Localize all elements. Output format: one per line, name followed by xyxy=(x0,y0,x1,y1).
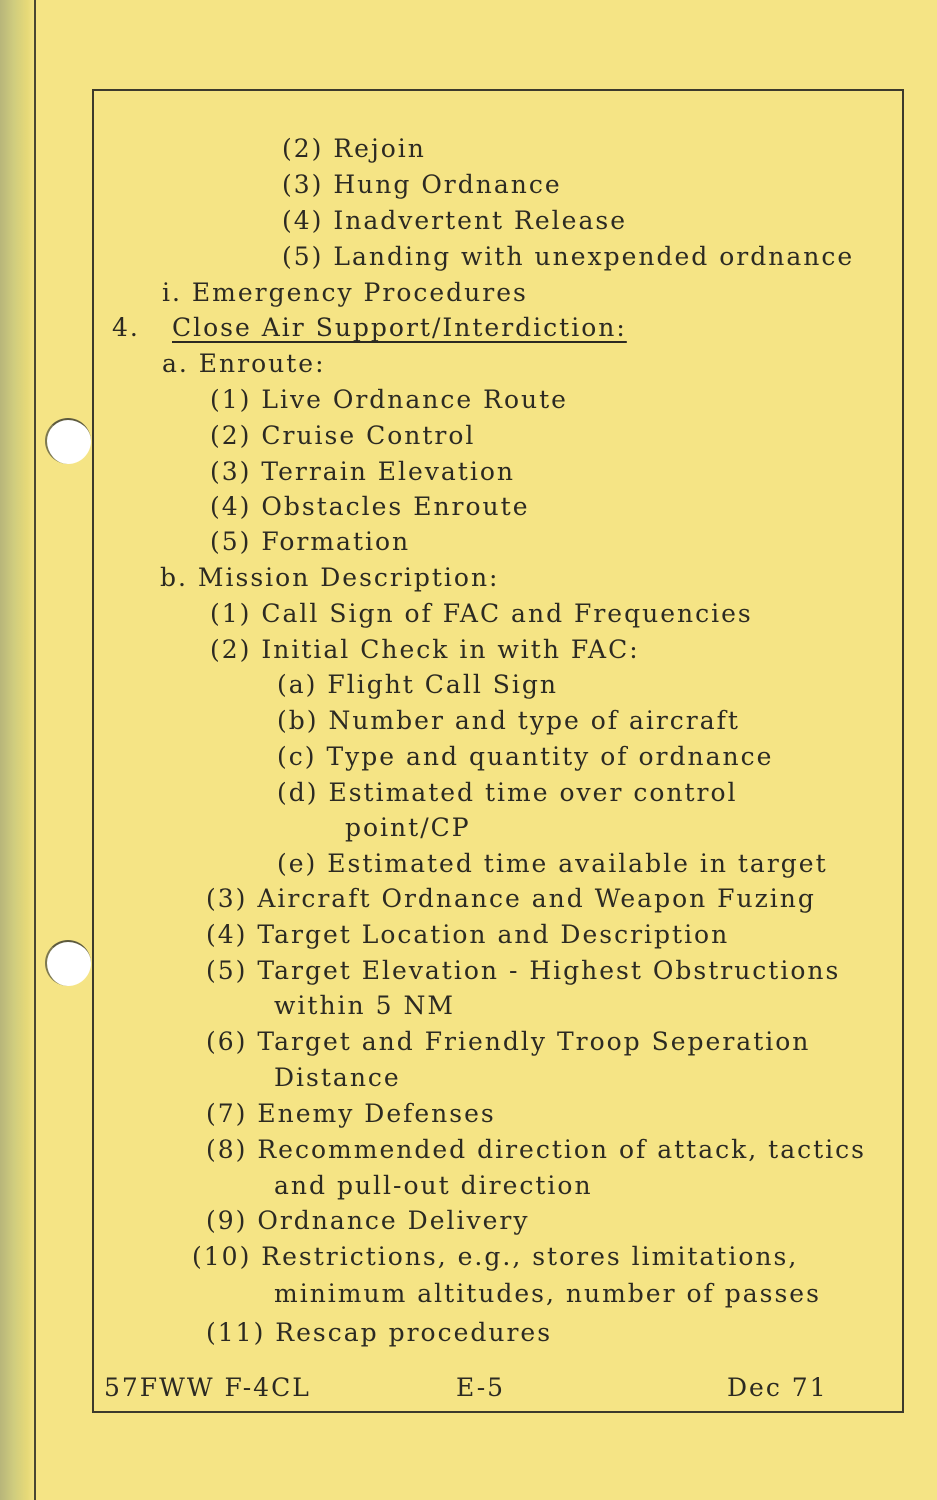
item-estimated-time-available: (e) Estimated time available in target xyxy=(277,849,828,878)
item-live-ordnance-route: (1) Live Ordnance Route xyxy=(210,385,568,414)
item-ordnance-delivery: (9) Ordnance Delivery xyxy=(206,1206,530,1235)
item-target-elevation-cont: within 5 NM xyxy=(274,991,455,1020)
item-enemy-defenses: (7) Enemy Defenses xyxy=(206,1099,496,1128)
footer-date: Dec 71 xyxy=(727,1373,828,1402)
section-number: 4. xyxy=(112,313,140,342)
item-rejoin: (2) Rejoin xyxy=(282,134,426,163)
item-troop-separation-cont: Distance xyxy=(274,1063,401,1092)
item-call-sign-fac: (1) Call Sign of FAC and Frequencies xyxy=(210,599,753,628)
item-number-type-aircraft: (b) Number and type of aircraft xyxy=(277,706,740,735)
footer-page-number: E-5 xyxy=(456,1373,506,1402)
item-troop-separation: (6) Target and Friendly Troop Seperation xyxy=(206,1027,811,1056)
item-target-location: (4) Target Location and Description xyxy=(206,920,730,949)
item-inadvertent-release: (4) Inadvertent Release xyxy=(282,206,627,235)
item-type-quantity-ordnance: (c) Type and quantity of ordnance xyxy=(277,742,774,771)
binding-rule xyxy=(34,0,36,1500)
binding-edge xyxy=(0,0,34,1500)
item-obstacles-enroute: (4) Obstacles Enroute xyxy=(210,492,530,521)
punch-hole xyxy=(45,940,91,986)
item-hung-ordnance: (3) Hung Ordnance xyxy=(282,170,562,199)
item-recommended-direction: (8) Recommended direction of attack, tactics xyxy=(206,1135,866,1164)
item-formation: (5) Formation xyxy=(210,527,411,556)
subsection-mission-description: b. Mission Description: xyxy=(160,563,500,592)
item-recommended-direction-cont: and pull-out direction xyxy=(274,1171,593,1200)
item-aircraft-ordnance-fuzing: (3) Aircraft Ordnance and Weapon Fuzing xyxy=(206,884,816,913)
item-rescap-procedures: (11) Rescap procedures xyxy=(206,1318,553,1347)
item-emergency-procedures: i. Emergency Procedures xyxy=(162,278,528,307)
item-restrictions-cont: minimum altitudes, number of passes xyxy=(274,1279,821,1308)
item-initial-check-in: (2) Initial Check in with FAC: xyxy=(210,635,640,664)
item-estimated-time-control-cont: point/CP xyxy=(345,813,471,842)
item-landing-unexpended: (5) Landing with unexpended ordnance xyxy=(282,242,855,271)
item-terrain-elevation: (3) Terrain Elevation xyxy=(210,457,516,486)
punch-hole xyxy=(45,418,91,464)
item-cruise-control: (2) Cruise Control xyxy=(210,421,476,450)
footer-doc-id: 57FWW F-4CL xyxy=(104,1373,311,1402)
item-flight-call-sign: (a) Flight Call Sign xyxy=(277,670,558,699)
subsection-enroute: a. Enroute: xyxy=(162,349,326,378)
section-heading: Close Air Support/Interdiction: xyxy=(172,313,627,342)
item-restrictions: (10) Restrictions, e.g., stores limitations, xyxy=(192,1242,799,1271)
item-target-elevation: (5) Target Elevation - Highest Obstructions xyxy=(206,956,841,985)
item-estimated-time-control: (d) Estimated time over control xyxy=(277,778,738,807)
